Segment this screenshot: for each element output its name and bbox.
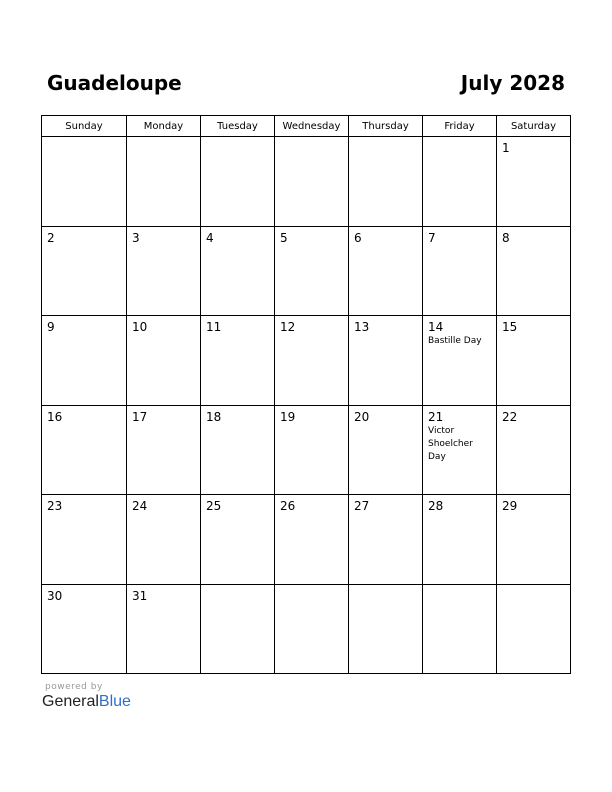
empty-day-cell (42, 137, 127, 227)
weekday-monday: Monday (127, 116, 201, 137)
weekday-saturday: Saturday (497, 116, 571, 137)
day-cell (349, 316, 423, 406)
day-number: 11 (206, 320, 222, 334)
day-cell (275, 226, 349, 316)
day-number: 3 (132, 230, 140, 245)
day-cell (42, 316, 127, 406)
week-row (42, 584, 571, 674)
day-cell (42, 495, 127, 585)
day-number: 5 (280, 230, 288, 245)
day-number: 23 (47, 499, 63, 513)
weekday-wednesday: Wednesday (275, 116, 349, 137)
day-number: 15 (502, 320, 518, 334)
day-number: 9 (47, 320, 55, 334)
week-row (42, 495, 571, 585)
day-number: 1 (502, 141, 510, 155)
empty-day-cell (349, 137, 423, 227)
empty-day-cell (275, 584, 349, 674)
day-cell (349, 495, 423, 585)
day-number: 8 (502, 230, 510, 245)
day-number: 4 (206, 230, 214, 245)
day-cell (127, 495, 201, 585)
day-cell (497, 226, 571, 316)
day-number: 16 (47, 409, 63, 424)
day-number: 12 (280, 320, 296, 334)
day-cell (275, 495, 349, 585)
region-title: Guadeloupe (47, 71, 182, 95)
day-number: 31 (132, 588, 148, 603)
day-number: 20 (354, 409, 370, 424)
empty-day-cell (423, 137, 497, 227)
day-number: 18 (206, 409, 222, 424)
powered-by-label: powered by (45, 682, 103, 692)
day-cell (127, 226, 201, 316)
day-cell (497, 405, 571, 495)
day-number: 29 (502, 499, 518, 513)
empty-day-cell (275, 137, 349, 227)
holiday-label: Victor Shoelcher Day (428, 425, 473, 462)
day-number: 25 (206, 499, 222, 513)
day-cell (201, 226, 275, 316)
day-number: 10 (132, 320, 148, 334)
week-row (42, 137, 571, 227)
day-cell (127, 316, 201, 406)
day-cell (275, 405, 349, 495)
day-cell (349, 226, 423, 316)
calendar-grid (41, 115, 571, 674)
day-cell (423, 405, 497, 495)
day-cell (201, 495, 275, 585)
day-cell (497, 137, 571, 227)
week-row (42, 226, 571, 316)
weekday-friday: Friday (423, 116, 497, 137)
day-number: 13 (354, 320, 370, 334)
empty-day-cell (127, 137, 201, 227)
day-cell (423, 495, 497, 585)
week-row (42, 316, 571, 406)
day-cell (127, 584, 201, 674)
day-number: 24 (132, 499, 148, 513)
weekday-thursday: Thursday (349, 116, 423, 137)
day-cell (275, 316, 349, 406)
day-number: 21 (428, 409, 444, 424)
brand-general-text: General (42, 693, 99, 710)
empty-day-cell (497, 584, 571, 674)
day-cell (42, 584, 127, 674)
day-cell (201, 316, 275, 406)
empty-day-cell (349, 584, 423, 674)
day-number: 27 (354, 499, 370, 513)
month-year-title: July 2028 (460, 71, 565, 95)
weekday-header-row (42, 116, 571, 137)
day-number: 6 (354, 230, 362, 245)
day-number: 26 (280, 499, 296, 513)
day-cell (42, 226, 127, 316)
week-row (42, 405, 571, 495)
day-cell (42, 405, 127, 495)
brand-blue-text: Blue (98, 693, 131, 710)
day-cell (497, 495, 571, 585)
weekday-tuesday: Tuesday (201, 116, 275, 137)
day-cell (127, 405, 201, 495)
day-cell (349, 405, 423, 495)
day-number: 30 (47, 588, 63, 603)
holiday-label: Bastille Day (428, 336, 482, 346)
empty-day-cell (201, 584, 275, 674)
day-number: 14 (428, 320, 444, 334)
day-number: 22 (502, 409, 518, 424)
empty-day-cell (201, 137, 275, 227)
day-number: 19 (280, 409, 296, 424)
day-cell (201, 405, 275, 495)
day-number: 28 (428, 499, 444, 513)
day-number: 2 (47, 230, 55, 245)
weekday-sunday: Sunday (42, 116, 127, 137)
generalblue-logo[interactable] (42, 693, 131, 711)
day-cell (423, 226, 497, 316)
empty-day-cell (423, 584, 497, 674)
day-number: 7 (428, 230, 436, 245)
day-cell (497, 316, 571, 406)
day-number: 17 (132, 409, 148, 424)
day-cell (423, 316, 497, 406)
